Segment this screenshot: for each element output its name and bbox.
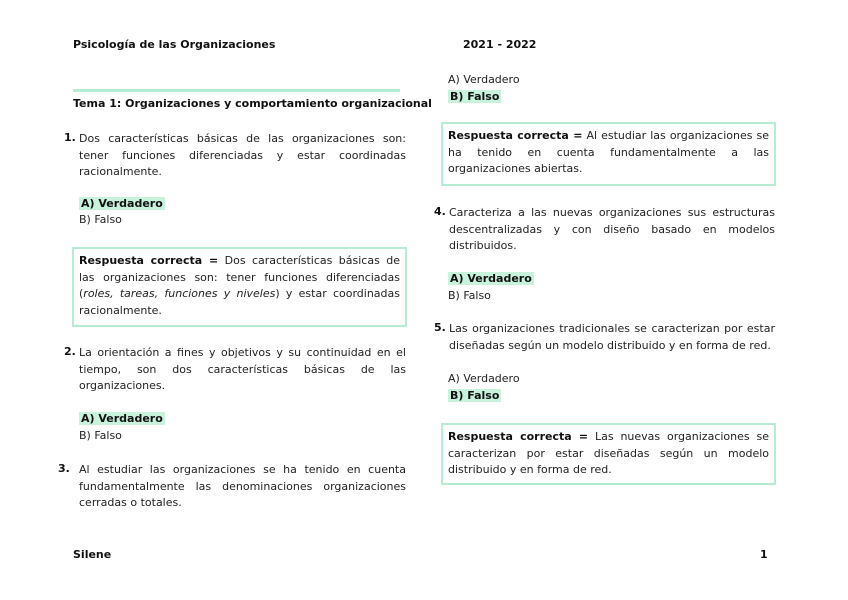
footer-author: Silene — [73, 548, 112, 561]
question-5-text: Las organizaciones tradicionales se caracterizan por estar diseñadas según un modelo distribuido y en forma de red. — [449, 322, 775, 352]
question-1-text: Dos características básicas de las organizaciones son: tener funciones diferenciadas y estar coordinadas racionalmente. — [79, 132, 406, 178]
question-4-number: 4. — [434, 205, 446, 218]
question-4-option-a-label: A) Verdadero — [450, 272, 532, 285]
answer-1-text-part1: Dos características básicas de las organizaciones son: tener funciones diferenciadas ( — [79, 254, 401, 300]
answer-1-text-italic: roles, tareas, funciones y niveles — [83, 287, 276, 300]
document-subject: Psicología de las Organizaciones — [73, 38, 276, 51]
question-5-number: 5. — [434, 321, 446, 334]
answer-5-label: Respuesta correcta = — [448, 430, 589, 443]
question-3-option-b — [448, 89, 501, 106]
question-3-number: 3. — [58, 462, 70, 475]
question-3-text: Al estudiar las organizaciones se ha tenido en cuenta fundamentalmente las denominaciones organizaciones cerradas o totales. — [79, 463, 406, 509]
answer-1-label: Respuesta correcta = — [79, 254, 219, 267]
question-2-option-a — [79, 411, 165, 428]
question-1-option-a — [79, 196, 165, 213]
answer-3-text: Al estudiar las organizaciones se ha tenido en cuenta fundamentalmente a las organizaciones abiertas. — [448, 129, 769, 175]
question-4-option-a — [448, 271, 534, 288]
question-4-option-b: B) Falso — [448, 289, 491, 302]
answer-box-3 — [441, 122, 776, 186]
question-2-option-a-label: A) Verdadero — [81, 412, 163, 425]
question-1-option-a-label: A) Verdadero — [81, 197, 163, 210]
academic-year: 2021 - 2022 — [463, 38, 537, 51]
question-5-option-b-label: B) Falso — [450, 389, 500, 402]
question-3-option-b-label: B) Falso — [450, 90, 500, 103]
question-5-option-a: A) Verdadero — [448, 372, 520, 385]
question-2-option-b: B) Falso — [79, 429, 122, 442]
answer-box-5 — [441, 423, 776, 485]
topic-title: Tema 1: Organizaciones y comportamiento organizacional — [73, 97, 432, 110]
answer-5-text: Las nuevas organizaciones se caracterizan por estar diseñadas según un modelo distribuido y en forma de red. — [448, 430, 769, 476]
answer-3-label: Respuesta correcta = — [448, 129, 583, 142]
question-1-number: 1. — [64, 131, 76, 144]
question-3-option-a: A) Verdadero — [448, 73, 520, 86]
question-1-option-b: B) Falso — [79, 213, 122, 226]
question-2-text: La orientación a fines y objetivos y su continuidad en el tiempo, son dos características básicas de las organizaciones. — [79, 346, 406, 392]
question-5-option-b — [448, 388, 501, 405]
answer-1-text-part2: ) y estar coordinadas racionalmente. — [79, 287, 400, 317]
question-2-number: 2. — [64, 345, 76, 358]
topic-divider — [73, 89, 400, 92]
answer-box-1 — [72, 247, 407, 327]
page-number: 1 — [760, 548, 768, 561]
question-4-text: Caracteriza a las nuevas organizaciones sus estructuras descentralizadas y con diseño basado en modelos distribuidos. — [449, 206, 775, 252]
